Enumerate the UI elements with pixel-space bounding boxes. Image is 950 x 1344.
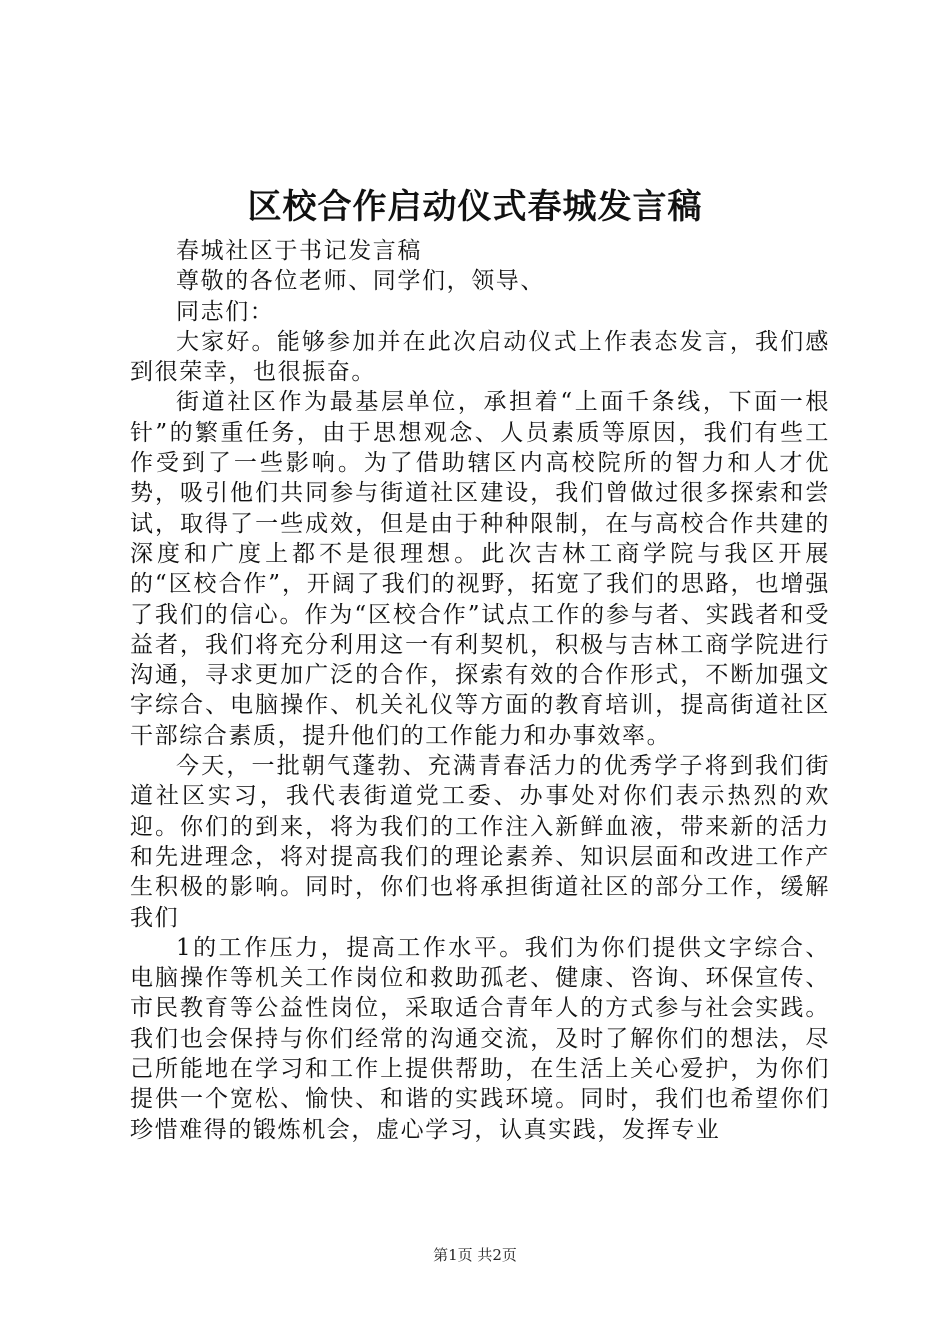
document-body [130,236,830,1145]
paragraph-subtitle: 春城社区于书记发言稿 [176,238,422,264]
paragraph-body: 今天，一批朝气蓬勃、充满青春活力的优秀学子将到我们街道社区实习，我代表街道党工委、办事处对你们表示热烈的欢迎。你们的到来，将为我们的工作注入新鲜血液，带来新的活力和先进理念，将对提高我们的理论素养、知识层面和改进工作产生积极的影响。同时，你们也将承担街道社区的部分工作，缓解我们 [130,753,830,931]
paragraph-greeting: 大家好。能够参加并在此次启动仪式上作表态发言，我们感到很荣幸，也很振奋。 [130,328,830,386]
document-title: 区校合作启动仪式春城发言稿 [247,187,703,227]
paragraph-salutation: 尊敬的各位老师、同学们，领导、 [176,268,545,295]
paragraph-body: 街道社区作为最基层单位，承担着“上面千条线，下面一根针”的繁重任务，由于思想观念、人员素质等原因，我们有些工作受到了一些影响。为了借助辖区内高校院所的智力和人才优势，吸引他们共同参与街道社区建设，我们曾做过很多探索和尝试，取得了一些成效，但是由于种种限制，在与高校合作共建的深度和广度上都不是很理想。此次吉林工商学院与我区开展的“区校合作”，开阔了我们的视野，拓宽了我们的思路，也增强了我们的信心。作为“区校合作”试点工作的参与者、实践者和受益者，我们将充分利用这一有利契机，积极与吉林工商学院进行沟通，寻求更加广泛的合作，探索有效的合作形式，不断加强文字综合、电脑操作、机关礼仪等方面的教育培训，提高街道社区干部综合素质，提升他们的工作能力和办事效率。 [130,389,830,749]
paragraph-salutation-continued: 同志们： [176,298,275,325]
paragraph-body: 1的工作压力，提高工作水平。我们为你们提供文字综合、电脑操作等机关工作岗位和救助孤老、健康、咨询、环保宣传、市民教育等公益性岗位，采取适合青年人的方式参与社会实践。我们也会保持与你们经常的沟通交流，及时了解你们的想法，尽己所能地在学习和工作上提供帮助，在生活上关心爱护，为你们提供一个宽松、愉快、和谐的实践环境。同时，我们也希望你们珍惜难得的锻炼机会，虚心学习，认真实践，发挥专业 [130,934,830,1143]
page-footer [0,1244,950,1266]
page-indicator: 第1页 共2页 [433,1246,517,1264]
